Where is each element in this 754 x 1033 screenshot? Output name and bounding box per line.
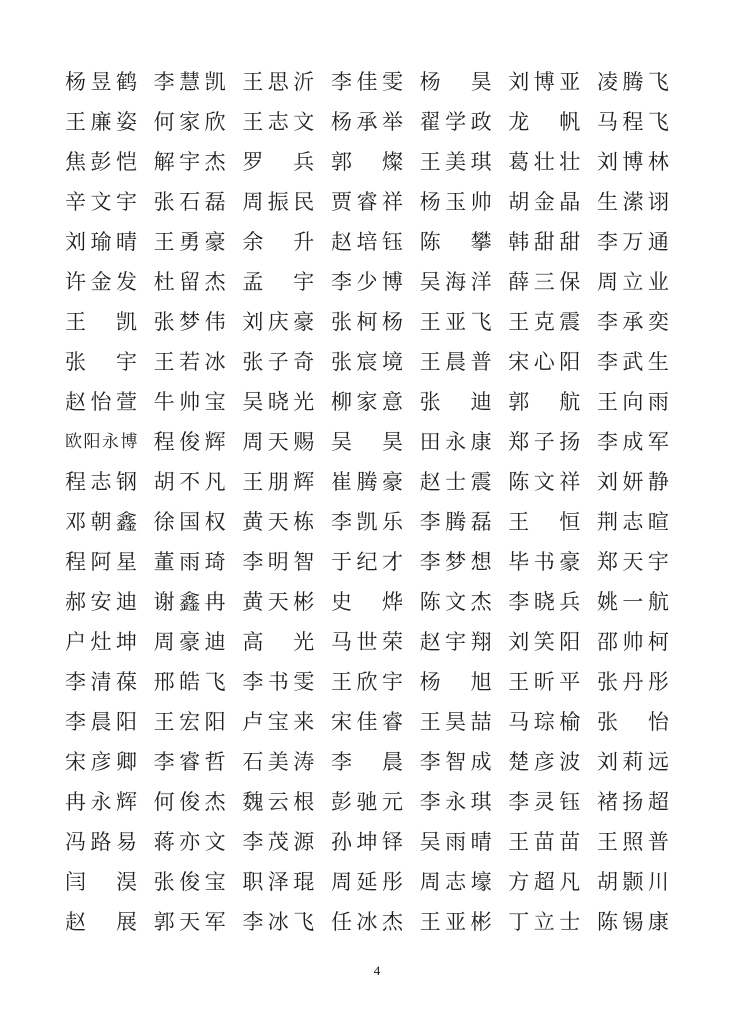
name-cell: 薛三保 [508, 270, 581, 294]
name-cell: 马程飞 [596, 110, 669, 134]
name-cell: 楚彦波 [508, 750, 581, 774]
name-row [65, 702, 669, 742]
name-cell: 李晨阳 [65, 710, 137, 734]
name-cell: 贾睿祥 [330, 190, 403, 214]
name-cell: 柳家意 [330, 390, 403, 414]
name-cell: 欧阳永博 [65, 432, 137, 451]
name-cell: 张丹彤 [596, 670, 669, 694]
name-cell: 方超凡 [508, 870, 581, 894]
name-cell: 郑天宇 [596, 550, 669, 574]
name-cell: 宋佳睿 [330, 710, 403, 734]
name-cell: 李万通 [596, 230, 669, 254]
name-cell: 郑子扬 [508, 430, 581, 454]
name-cell: 李成军 [596, 430, 669, 454]
name-cell: 何家欣 [153, 110, 226, 134]
name-row [65, 382, 669, 422]
name-cell: 黄天彬 [242, 590, 315, 614]
name-cell: 赵展 [65, 910, 137, 934]
name-cell: 褚扬超 [596, 790, 669, 814]
name-row [65, 742, 669, 782]
name-cell: 张宇 [65, 350, 137, 374]
name-row [65, 622, 669, 662]
name-cell: 徐国权 [153, 510, 226, 534]
name-cell: 刘笑阳 [508, 630, 581, 654]
name-cell: 姚一航 [596, 590, 669, 614]
name-row [65, 462, 669, 502]
name-cell: 焦彭恺 [65, 150, 137, 174]
name-cell: 吴海洋 [419, 270, 492, 294]
name-cell: 宋心阳 [508, 350, 581, 374]
name-cell: 周延彤 [330, 870, 403, 894]
name-cell: 程阿星 [65, 550, 137, 574]
name-cell: 赵士震 [419, 470, 492, 494]
name-cell: 崔腾豪 [330, 470, 403, 494]
name-cell: 张迪 [419, 390, 492, 414]
name-cell: 毕书豪 [508, 550, 581, 574]
name-row [65, 862, 669, 902]
name-cell: 马琮榆 [508, 710, 581, 734]
name-cell: 李凯乐 [330, 510, 403, 534]
name-cell: 李书雯 [242, 670, 315, 694]
name-cell: 王朋辉 [242, 470, 315, 494]
name-row [65, 422, 669, 462]
name-cell: 王若冰 [153, 350, 226, 374]
name-cell: 王昕平 [508, 670, 581, 694]
name-cell: 杜留杰 [153, 270, 226, 294]
name-row [65, 62, 669, 102]
name-row [65, 542, 669, 582]
name-cell: 郭航 [508, 390, 581, 414]
name-cell: 张俊宝 [153, 870, 226, 894]
name-row [65, 782, 669, 822]
name-cell: 李佳雯 [330, 70, 403, 94]
name-cell: 赵宇翔 [419, 630, 492, 654]
name-cell: 许金发 [65, 270, 137, 294]
name-cell: 蒋亦文 [153, 830, 226, 854]
name-cell: 陈锡康 [596, 910, 669, 934]
name-cell: 张石磊 [153, 190, 226, 214]
name-row [65, 582, 669, 622]
name-cell: 宋彦卿 [65, 750, 137, 774]
name-cell: 王凯 [65, 310, 137, 334]
name-cell: 魏云根 [242, 790, 315, 814]
name-cell: 张柯杨 [330, 310, 403, 334]
name-cell: 石美涛 [242, 750, 315, 774]
name-cell: 孟宇 [242, 270, 315, 294]
name-cell: 邢皓飞 [153, 670, 226, 694]
name-cell: 周天赐 [242, 430, 315, 454]
name-cell: 吴昊 [330, 430, 403, 454]
name-cell: 邓朝鑫 [65, 510, 137, 534]
name-cell: 葛壮壮 [508, 150, 581, 174]
name-cell: 程俊辉 [153, 430, 226, 454]
name-cell: 韩甜甜 [508, 230, 581, 254]
name-cell: 李清葆 [65, 670, 137, 694]
name-cell: 王勇豪 [153, 230, 226, 254]
name-cell: 刘妍静 [596, 470, 669, 494]
name-cell: 李承奕 [596, 310, 669, 334]
name-cell: 周豪迪 [153, 630, 226, 654]
name-cell: 牛帅宝 [153, 390, 226, 414]
name-cell: 彭驰元 [330, 790, 403, 814]
name-cell: 李茂源 [242, 830, 315, 854]
name-cell: 邵帅柯 [596, 630, 669, 654]
name-cell: 吴晓光 [242, 390, 315, 414]
name-cell: 李睿哲 [153, 750, 226, 774]
name-cell: 周立业 [596, 270, 669, 294]
name-cell: 李梦想 [419, 550, 492, 574]
name-cell: 程志钢 [65, 470, 137, 494]
name-cell: 王恒 [508, 510, 581, 534]
name-cell: 龙帆 [508, 110, 581, 134]
name-cell: 陈攀 [419, 230, 492, 254]
name-cell: 田永康 [419, 430, 492, 454]
name-row [65, 502, 669, 542]
name-cell: 陈文杰 [419, 590, 492, 614]
name-cell: 李智成 [419, 750, 492, 774]
name-cell: 余升 [242, 230, 315, 254]
name-cell: 郭天军 [153, 910, 226, 934]
name-cell: 孙坤铎 [330, 830, 403, 854]
name-cell: 赵培钰 [330, 230, 403, 254]
name-cell: 刘瑜晴 [65, 230, 137, 254]
name-cell: 董雨琦 [153, 550, 226, 574]
name-cell: 胡金晶 [508, 190, 581, 214]
name-row [65, 102, 669, 142]
name-cell: 胡颢川 [596, 870, 669, 894]
page-number: 4 [373, 963, 381, 978]
name-cell: 周志壕 [419, 870, 492, 894]
name-cell: 高光 [242, 630, 315, 654]
name-cell: 罗兵 [242, 150, 315, 174]
name-cell: 王志文 [242, 110, 315, 134]
name-cell: 王苗苗 [508, 830, 581, 854]
name-cell: 王美琪 [419, 150, 492, 174]
name-cell: 张怡 [596, 710, 669, 734]
name-row [65, 662, 669, 702]
name-cell: 刘莉远 [596, 750, 669, 774]
name-cell: 李明智 [242, 550, 315, 574]
name-cell: 何俊杰 [153, 790, 226, 814]
name-row [65, 342, 669, 382]
name-cell: 王照普 [596, 830, 669, 854]
name-cell: 任冰杰 [330, 910, 403, 934]
name-cell: 王昊喆 [419, 710, 492, 734]
name-cell: 丁立士 [508, 910, 581, 934]
name-cell: 周振民 [242, 190, 315, 214]
name-grid [65, 62, 669, 942]
name-cell: 杨承举 [330, 110, 403, 134]
name-cell: 生潆诩 [596, 190, 669, 214]
name-cell: 李冰飞 [242, 910, 315, 934]
name-cell: 刘博亚 [508, 70, 581, 94]
name-cell: 解宇杰 [153, 150, 226, 174]
name-cell: 李灵钰 [508, 790, 581, 814]
name-cell: 李武生 [596, 350, 669, 374]
name-cell: 户灶坤 [65, 630, 137, 654]
name-cell: 赵怡萱 [65, 390, 137, 414]
name-cell: 李永琪 [419, 790, 492, 814]
name-cell: 陈文祥 [508, 470, 581, 494]
name-cell: 王亚飞 [419, 310, 492, 334]
name-cell: 吴雨晴 [419, 830, 492, 854]
name-cell: 李腾磊 [419, 510, 492, 534]
name-cell: 郭燦 [330, 150, 403, 174]
name-cell: 李晓兵 [508, 590, 581, 614]
name-cell: 王宏阳 [153, 710, 226, 734]
name-cell: 于纪才 [330, 550, 403, 574]
name-cell: 马世荣 [330, 630, 403, 654]
name-cell: 王克震 [508, 310, 581, 334]
name-cell: 张子奇 [242, 350, 315, 374]
name-cell: 冉永辉 [65, 790, 137, 814]
name-row [65, 902, 669, 942]
name-row [65, 302, 669, 342]
name-cell: 杨昊 [419, 70, 492, 94]
name-cell: 王思沂 [242, 70, 315, 94]
name-row [65, 262, 669, 302]
name-cell: 卢宝来 [242, 710, 315, 734]
name-cell: 史烨 [330, 590, 403, 614]
name-cell: 荆志暄 [596, 510, 669, 534]
name-row [65, 822, 669, 862]
name-cell: 黄天栋 [242, 510, 315, 534]
name-row [65, 182, 669, 222]
name-cell: 辛文宇 [65, 190, 137, 214]
name-cell: 职泽琨 [242, 870, 315, 894]
name-cell: 王晨普 [419, 350, 492, 374]
name-cell: 李慧凯 [153, 70, 226, 94]
name-cell: 王廉姿 [65, 110, 137, 134]
name-cell: 杨玉帅 [419, 190, 492, 214]
name-cell: 杨旭 [419, 670, 492, 694]
name-cell: 张梦伟 [153, 310, 226, 334]
name-cell: 李少博 [330, 270, 403, 294]
name-cell: 胡不凡 [153, 470, 226, 494]
name-cell: 凌腾飞 [596, 70, 669, 94]
name-cell: 郝安迪 [65, 590, 137, 614]
name-cell: 杨昱鹤 [65, 70, 137, 94]
name-cell: 刘庆豪 [242, 310, 315, 334]
name-row [65, 222, 669, 262]
name-cell: 翟学政 [419, 110, 492, 134]
name-row [65, 142, 669, 182]
name-cell: 刘博林 [596, 150, 669, 174]
name-cell: 王亚彬 [419, 910, 492, 934]
name-cell: 张宸境 [330, 350, 403, 374]
name-cell: 冯路易 [65, 830, 137, 854]
name-cell: 李晨 [330, 750, 403, 774]
name-cell: 闫淏 [65, 870, 137, 894]
name-cell: 王欣宇 [330, 670, 403, 694]
name-cell: 王向雨 [596, 390, 669, 414]
name-cell: 谢鑫冉 [153, 590, 226, 614]
